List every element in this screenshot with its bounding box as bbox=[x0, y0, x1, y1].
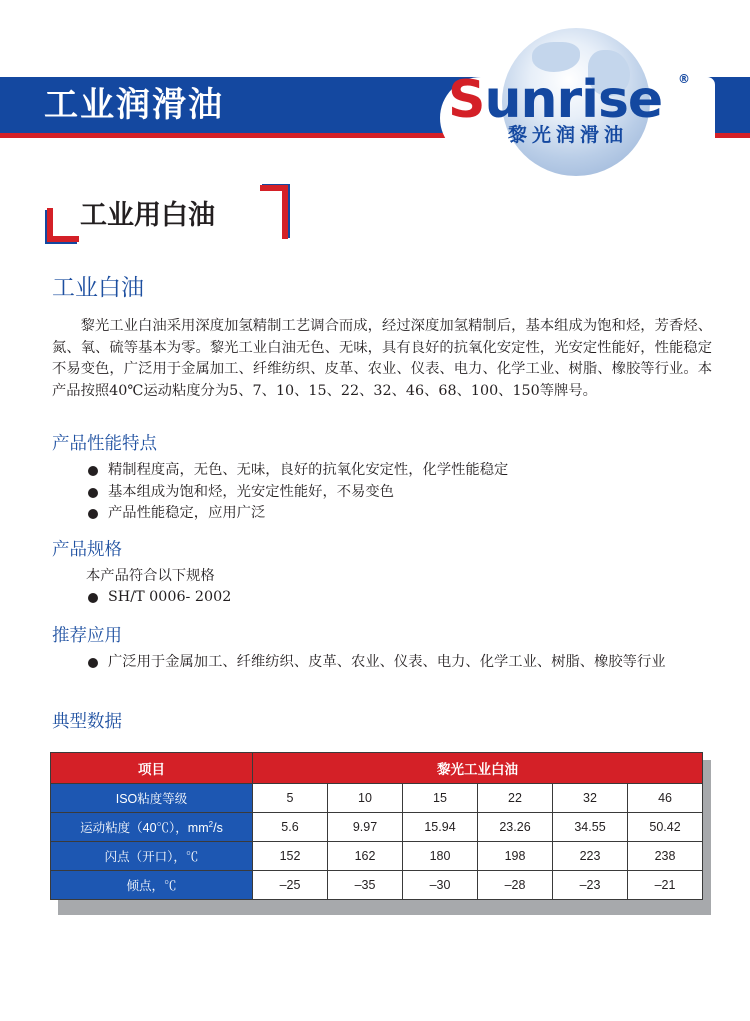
typical-data-table bbox=[50, 752, 703, 900]
applications-heading: 推荐应用 bbox=[52, 626, 122, 646]
logo-wordmark-rest: unrise bbox=[484, 70, 663, 130]
table-cell: 180 bbox=[403, 842, 478, 871]
table-cell: 22 bbox=[478, 784, 553, 813]
table-cell: 5.6 bbox=[253, 813, 328, 842]
list-item: SH/T 0006- 2002 bbox=[86, 587, 716, 609]
row-label-unit: /s bbox=[213, 821, 223, 835]
table-cell: 152 bbox=[253, 842, 328, 871]
table-cell: 46 bbox=[628, 784, 703, 813]
table-row bbox=[51, 842, 703, 871]
table-cell: 9.97 bbox=[328, 813, 403, 842]
list-item: 广泛用于金属加工、纤维纺织、皮革、农业、仪表、电力、化学工业、树脂、橡胶等行业 bbox=[86, 652, 716, 674]
row-label-superscript: 2 bbox=[208, 819, 214, 829]
column-header-product: 黎光工业白油 bbox=[253, 753, 703, 784]
typical-data-heading: 典型数据 bbox=[52, 712, 122, 732]
table-row bbox=[51, 871, 703, 900]
table-row bbox=[51, 784, 703, 813]
row-label: ISO粘度等级 bbox=[51, 784, 253, 813]
table-cell: –23 bbox=[553, 871, 628, 900]
row-label bbox=[51, 813, 253, 842]
row-label: 闪点（开口），℃ bbox=[51, 842, 253, 871]
table-cell: 23.26 bbox=[478, 813, 553, 842]
logo-subtitle: 黎光润滑油 bbox=[508, 124, 629, 146]
title-bracket-left bbox=[47, 208, 79, 242]
features-list bbox=[86, 460, 716, 525]
product-title: 工业白油 bbox=[52, 275, 144, 301]
specs-heading: 产品规格 bbox=[52, 540, 122, 560]
logo-wordmark-s: S bbox=[448, 70, 485, 130]
table-cell: 5 bbox=[253, 784, 328, 813]
table-cell: 15.94 bbox=[403, 813, 478, 842]
table-cell: 162 bbox=[328, 842, 403, 871]
row-label: 倾点，℃ bbox=[51, 871, 253, 900]
table-cell: 198 bbox=[478, 842, 553, 871]
title-bracket-right bbox=[260, 185, 288, 239]
brand-logo bbox=[420, 20, 720, 170]
product-description: 黎光工业白油采用深度加氢精制工艺调合而成，经过深度加氢精制后，基本组成为饱和烃，芳香烃、氮、氧、硫等基本为零。黎光工业白油无色、无味，具有良好的抗氧化安定性，光安定性能好，性能稳定不易变色，广泛用于金属加工、纤维纺织、皮革、农业、仪表、电力、化学工业、树脂、橡胶等行业。本产品按照40℃运动粘度分为5、7、10、15、22、32、46、68、100、150等牌号。 bbox=[52, 318, 712, 399]
table-cell: –25 bbox=[253, 871, 328, 900]
banner-title: 工业润滑油 bbox=[44, 85, 224, 125]
list-item: 基本组成为饱和烃，光安定性能好，不易变色 bbox=[86, 482, 716, 504]
table-cell: 50.42 bbox=[628, 813, 703, 842]
specs-intro: 本产品符合以下规格 bbox=[86, 568, 215, 584]
row-label-text: 运动粘度（40℃），mm bbox=[80, 821, 209, 835]
table-cell: –21 bbox=[628, 871, 703, 900]
section-title: 工业用白油 bbox=[80, 200, 215, 231]
table-row bbox=[51, 813, 703, 842]
table-cell: 223 bbox=[553, 842, 628, 871]
table-cell: –28 bbox=[478, 871, 553, 900]
table-cell: 32 bbox=[553, 784, 628, 813]
table-cell: –30 bbox=[403, 871, 478, 900]
table-header-row bbox=[51, 753, 703, 784]
column-header-item: 项目 bbox=[51, 753, 253, 784]
registered-mark: ® bbox=[678, 72, 690, 86]
table-cell: 10 bbox=[328, 784, 403, 813]
table-cell: 15 bbox=[403, 784, 478, 813]
table-cell: 238 bbox=[628, 842, 703, 871]
table-cell: –35 bbox=[328, 871, 403, 900]
specs-list bbox=[86, 587, 716, 609]
table-cell: 34.55 bbox=[553, 813, 628, 842]
list-item: 精制程度高，无色、无味，良好的抗氧化安定性，化学性能稳定 bbox=[86, 460, 716, 482]
applications-list bbox=[86, 652, 716, 674]
list-item: 产品性能稳定，应用广泛 bbox=[86, 503, 716, 525]
features-heading: 产品性能特点 bbox=[52, 434, 157, 454]
